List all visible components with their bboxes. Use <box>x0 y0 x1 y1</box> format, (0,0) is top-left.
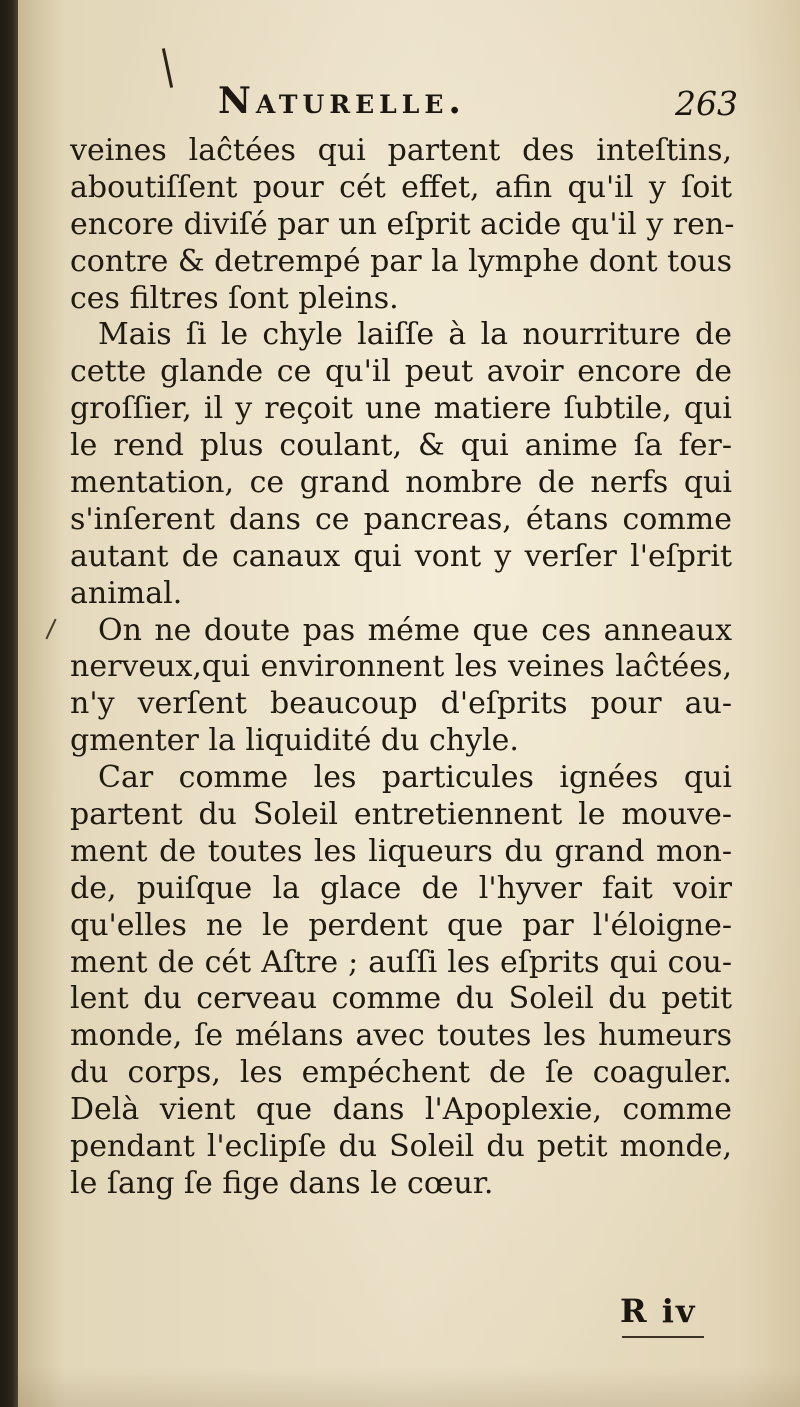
text-line: pendant l'eclipſe du Soleil du petit monde, <box>70 1129 732 1165</box>
margin-ink-mark <box>162 48 173 88</box>
text-line: qu'elles ne le perdent que par l'éloigne- <box>70 907 732 943</box>
text-line: Delà vient que dans l'Apoplexie, comme <box>70 1092 732 1128</box>
text-line: nerveux,qui environnent les veines laĉtées, <box>70 649 732 685</box>
text-line: encore diviſé par un eſprit acide qu'il y ren- <box>70 206 735 242</box>
text-line: partent du Soleil entretiennent le mouve- <box>70 797 732 833</box>
text-line: contre & detrempé par la lymphe dont tous <box>70 243 732 279</box>
text-line: ment de toutes les liqueurs du grand mon- <box>70 833 732 869</box>
page-number: 263 <box>675 84 738 123</box>
text-line: n'y verſent beaucoup d'eſprits pour au- <box>70 686 732 722</box>
text-line: On ne doute pas méme que ces anneaux <box>98 612 732 648</box>
text-line: s'inſerent dans ce pancreas, étans comme <box>70 501 732 537</box>
text-line: mentation, ce grand nombre de nerfs qui <box>70 465 732 501</box>
text-line: le rend plus coulant, & qui anime ſa fer- <box>70 428 732 464</box>
text-line: animal. <box>70 575 183 611</box>
book-page <box>18 0 800 1407</box>
text-line: le ſang ſe fige dans le cœur. <box>70 1165 494 1201</box>
text-line: de, puiſque la glace de l'hyver fait voir <box>70 870 732 906</box>
signature-mark: R iv <box>620 1292 697 1330</box>
text-line: aboutiſſent pour cét effet, afin qu'il y ſoit <box>70 169 732 205</box>
running-title: Naturelle. <box>218 80 466 122</box>
text-line: lent du cerveau comme du Soleil du petit <box>70 981 732 1017</box>
text-line: veines laĉtées qui partent des inteſtins, <box>70 133 732 168</box>
text-line: gmenter la liquidité du chyle. <box>70 723 519 759</box>
text-line: groſſier, il y reçoit une matiere ſubtile, qui <box>70 391 732 427</box>
text-line: ces filtres ſont pleins. <box>70 280 399 316</box>
margin-ink-tick <box>45 619 56 640</box>
text-line: monde, ſe mélans avec toutes les humeurs <box>70 1018 732 1054</box>
signature-underline <box>622 1336 704 1338</box>
body-text <box>70 133 735 1203</box>
text-line: du corps, les empéchent de ſe coaguler. <box>70 1055 732 1091</box>
text-line: autant de canaux qui vont y verſer l'eſprit <box>70 538 732 574</box>
page-header <box>218 80 738 130</box>
text-line: ment de cét Aſtre ; auſſi les eſprits qui cou- <box>70 944 732 980</box>
text-line: Car comme les particules ignées qui <box>98 760 732 796</box>
text-line: Mais ſi le chyle laiſſe à la nourriture de <box>98 317 732 353</box>
text-line: cette glande ce qu'il peut avoir encore de <box>70 354 732 390</box>
